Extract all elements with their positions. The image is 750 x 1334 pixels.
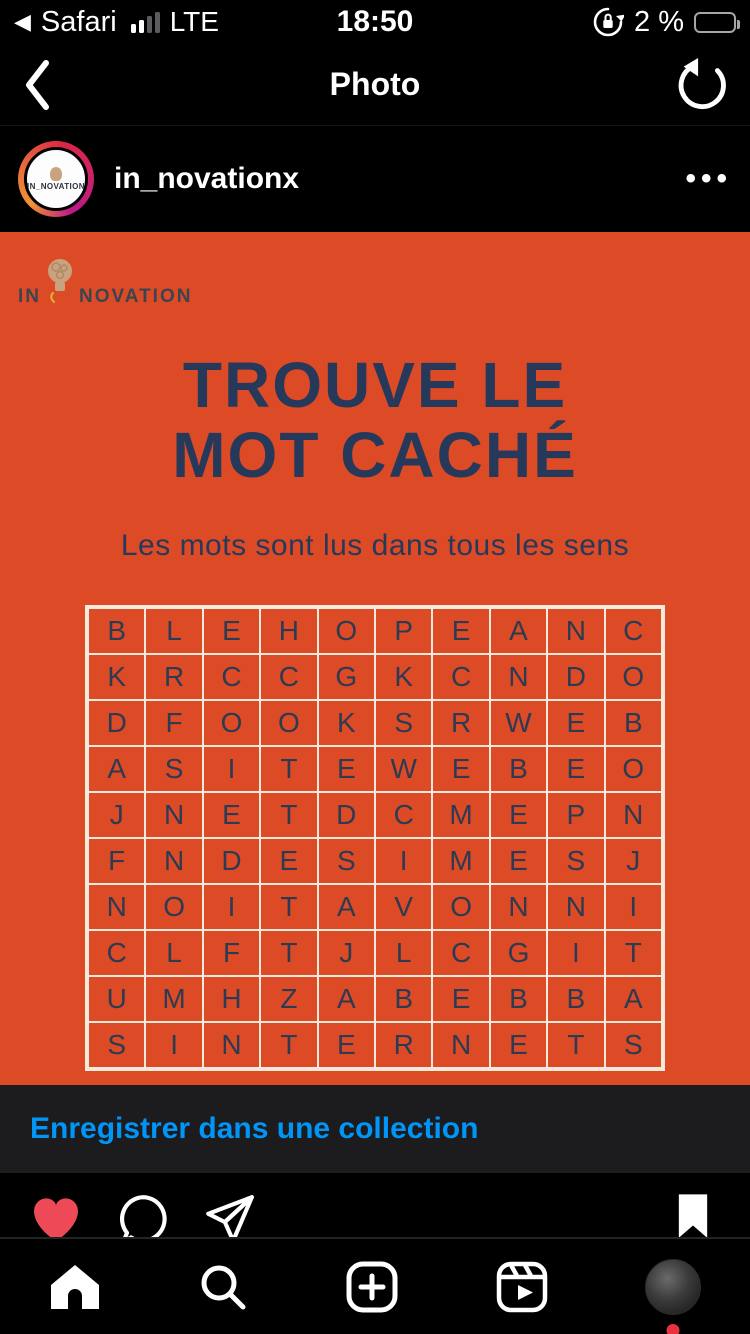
brand-logo-left: IN: [18, 286, 41, 307]
grid-cell: O: [260, 700, 317, 746]
grid-cell: N: [547, 884, 604, 930]
tab-bar: [0, 1239, 750, 1334]
grid-cell: K: [318, 700, 375, 746]
tab-new-post[interactable]: [346, 1261, 398, 1313]
story-ring[interactable]: [18, 141, 94, 217]
grid-cell: T: [260, 792, 317, 838]
username[interactable]: in_novationx: [114, 162, 300, 195]
grid-cell: T: [260, 930, 317, 976]
grid-cell: H: [260, 608, 317, 654]
grid-cell: S: [318, 838, 375, 884]
reels-icon: [496, 1261, 548, 1313]
grid-cell: M: [432, 792, 489, 838]
back-to-app-group[interactable]: [14, 6, 219, 39]
grid-cell: L: [145, 930, 202, 976]
status-bar: [0, 0, 750, 44]
grid-cell: S: [375, 700, 432, 746]
grid-cell: T: [260, 884, 317, 930]
grid-cell: N: [88, 884, 145, 930]
tab-reels[interactable]: [496, 1261, 548, 1313]
grid-cell: N: [547, 608, 604, 654]
grid-cell: O: [203, 700, 260, 746]
grid-cell: K: [375, 654, 432, 700]
grid-cell: F: [203, 930, 260, 976]
nav-bar: [0, 44, 750, 125]
grid-cell: N: [432, 1022, 489, 1068]
grid-cell: N: [490, 884, 547, 930]
tab-profile[interactable]: [645, 1259, 701, 1315]
grid-cell: I: [547, 930, 604, 976]
signal-strength-icon: [131, 11, 160, 33]
grid-cell: K: [88, 654, 145, 700]
save-card: [0, 1085, 750, 1173]
grid-cell: R: [375, 1022, 432, 1068]
grid-cell: E: [203, 792, 260, 838]
back-to-app-label: Safari: [40, 5, 117, 38]
tab-search[interactable]: [198, 1262, 248, 1312]
share-icon: [202, 1193, 256, 1237]
tab-home[interactable]: [49, 1263, 101, 1311]
grid-cell: R: [145, 654, 202, 700]
grid-cell: O: [605, 654, 662, 700]
grid-cell: N: [145, 838, 202, 884]
grid-cell: N: [145, 792, 202, 838]
grid-cell: M: [432, 838, 489, 884]
grid-cell: B: [88, 608, 145, 654]
grid-cell: C: [203, 654, 260, 700]
grid-cell: G: [318, 654, 375, 700]
grid-cell: E: [432, 746, 489, 792]
grid-cell: O: [318, 608, 375, 654]
grid-cell: G: [490, 930, 547, 976]
back-button[interactable]: [22, 58, 52, 112]
grid-cell: E: [318, 1022, 375, 1068]
like-heart-icon: [28, 1193, 84, 1237]
lightbulb-icon: [43, 256, 77, 308]
grid-cell: E: [490, 838, 547, 884]
save-to-collection-link[interactable]: Enregistrer dans une collection: [30, 1112, 479, 1145]
grid-cell: E: [203, 608, 260, 654]
grid-cell: R: [432, 700, 489, 746]
avatar-logo-text: IN_NOVATION: [27, 182, 85, 191]
rotate-ccw-icon: [674, 58, 728, 112]
grid-cell: E: [490, 792, 547, 838]
grid-cell: N: [490, 654, 547, 700]
grid-cell: F: [88, 838, 145, 884]
grid-cell: E: [432, 976, 489, 1022]
refresh-button[interactable]: [674, 58, 728, 112]
share-button[interactable]: [202, 1193, 256, 1237]
post-image[interactable]: [0, 232, 750, 1085]
grid-cell: C: [88, 930, 145, 976]
grid-cell: N: [605, 792, 662, 838]
grid-cell: A: [490, 608, 547, 654]
grid-cell: T: [260, 1022, 317, 1068]
grid-cell: I: [375, 838, 432, 884]
grid-cell: U: [88, 976, 145, 1022]
grid-cell: D: [203, 838, 260, 884]
grid-cell: S: [547, 838, 604, 884]
chevron-left-icon: [22, 58, 52, 112]
action-bar: [0, 1173, 750, 1237]
grid-cell: O: [432, 884, 489, 930]
grid-cell: A: [318, 976, 375, 1022]
grid-cell: S: [145, 746, 202, 792]
grid-cell: W: [375, 746, 432, 792]
grid-cell: O: [145, 884, 202, 930]
grid-cell: D: [88, 700, 145, 746]
battery-icon: [694, 12, 736, 33]
orientation-lock-icon: [592, 6, 624, 38]
lightbulb-icon: [50, 167, 62, 181]
brand-logo: [18, 244, 750, 306]
grid-cell: E: [432, 608, 489, 654]
grid-cell: A: [88, 746, 145, 792]
grid-cell: I: [145, 1022, 202, 1068]
brand-logo-right: NOVATION: [79, 286, 193, 307]
grid-cell: J: [605, 838, 662, 884]
grid-cell: L: [375, 930, 432, 976]
grid-cell: I: [203, 884, 260, 930]
grid-cell: D: [547, 654, 604, 700]
grid-cell: A: [605, 976, 662, 1022]
grid-cell: C: [432, 930, 489, 976]
grid-cell: E: [490, 1022, 547, 1068]
search-icon: [198, 1262, 248, 1312]
home-icon: [49, 1263, 101, 1311]
grid-cell: B: [605, 700, 662, 746]
grid-cell: B: [547, 976, 604, 1022]
post-header: [0, 125, 750, 232]
puzzle-title: TROUVE LE MOT CACHÉ: [172, 349, 578, 492]
grid-cell: S: [605, 1022, 662, 1068]
grid-cell: P: [547, 792, 604, 838]
grid-cell: I: [203, 746, 260, 792]
bookmark-button[interactable]: [676, 1193, 710, 1237]
grid-cell: L: [145, 608, 202, 654]
grid-cell: C: [432, 654, 489, 700]
grid-cell: N: [203, 1022, 260, 1068]
new-post-icon: [346, 1261, 398, 1313]
grid-cell: T: [605, 930, 662, 976]
grid-cell: C: [605, 608, 662, 654]
grid-cell: E: [547, 746, 604, 792]
grid-cell: T: [547, 1022, 604, 1068]
grid-cell: V: [375, 884, 432, 930]
grid-cell: C: [375, 792, 432, 838]
grid-cell: O: [605, 746, 662, 792]
bookmark-icon: [676, 1193, 710, 1237]
battery-percent-label: 2 %: [634, 5, 684, 38]
network-type-label: LTE: [169, 6, 219, 37]
grid-cell: E: [318, 746, 375, 792]
grid-cell: Z: [260, 976, 317, 1022]
back-to-app-icon: ◀: [14, 9, 31, 34]
grid-cell: B: [375, 976, 432, 1022]
grid-cell: B: [490, 976, 547, 1022]
grid-cell: F: [145, 700, 202, 746]
grid-cell: B: [490, 746, 547, 792]
word-search-grid: [85, 605, 665, 1071]
puzzle-subtitle: Les mots sont lus dans tous les sens: [120, 528, 630, 562]
grid-cell: J: [318, 930, 375, 976]
grid-cell: E: [547, 700, 604, 746]
status-time: 18:50: [336, 5, 414, 38]
grid-cell: W: [490, 700, 547, 746]
grid-cell: C: [260, 654, 317, 700]
grid-cell: S: [88, 1022, 145, 1068]
grid-cell: H: [203, 976, 260, 1022]
more-options-icon[interactable]: •••: [685, 162, 732, 195]
grid-cell: P: [375, 608, 432, 654]
grid-cell: T: [260, 746, 317, 792]
like-button[interactable]: [28, 1193, 84, 1237]
profile-avatar: [645, 1259, 701, 1315]
grid-cell: J: [88, 792, 145, 838]
grid-cell: E: [260, 838, 317, 884]
grid-cell: I: [605, 884, 662, 930]
comment-icon: [116, 1193, 170, 1237]
notification-dot: [667, 1324, 680, 1334]
avatar: [24, 147, 88, 211]
grid-cell: A: [318, 884, 375, 930]
comment-button[interactable]: [116, 1193, 170, 1237]
grid-cell: M: [145, 976, 202, 1022]
page-title: Photo: [329, 66, 421, 102]
grid-cell: D: [318, 792, 375, 838]
